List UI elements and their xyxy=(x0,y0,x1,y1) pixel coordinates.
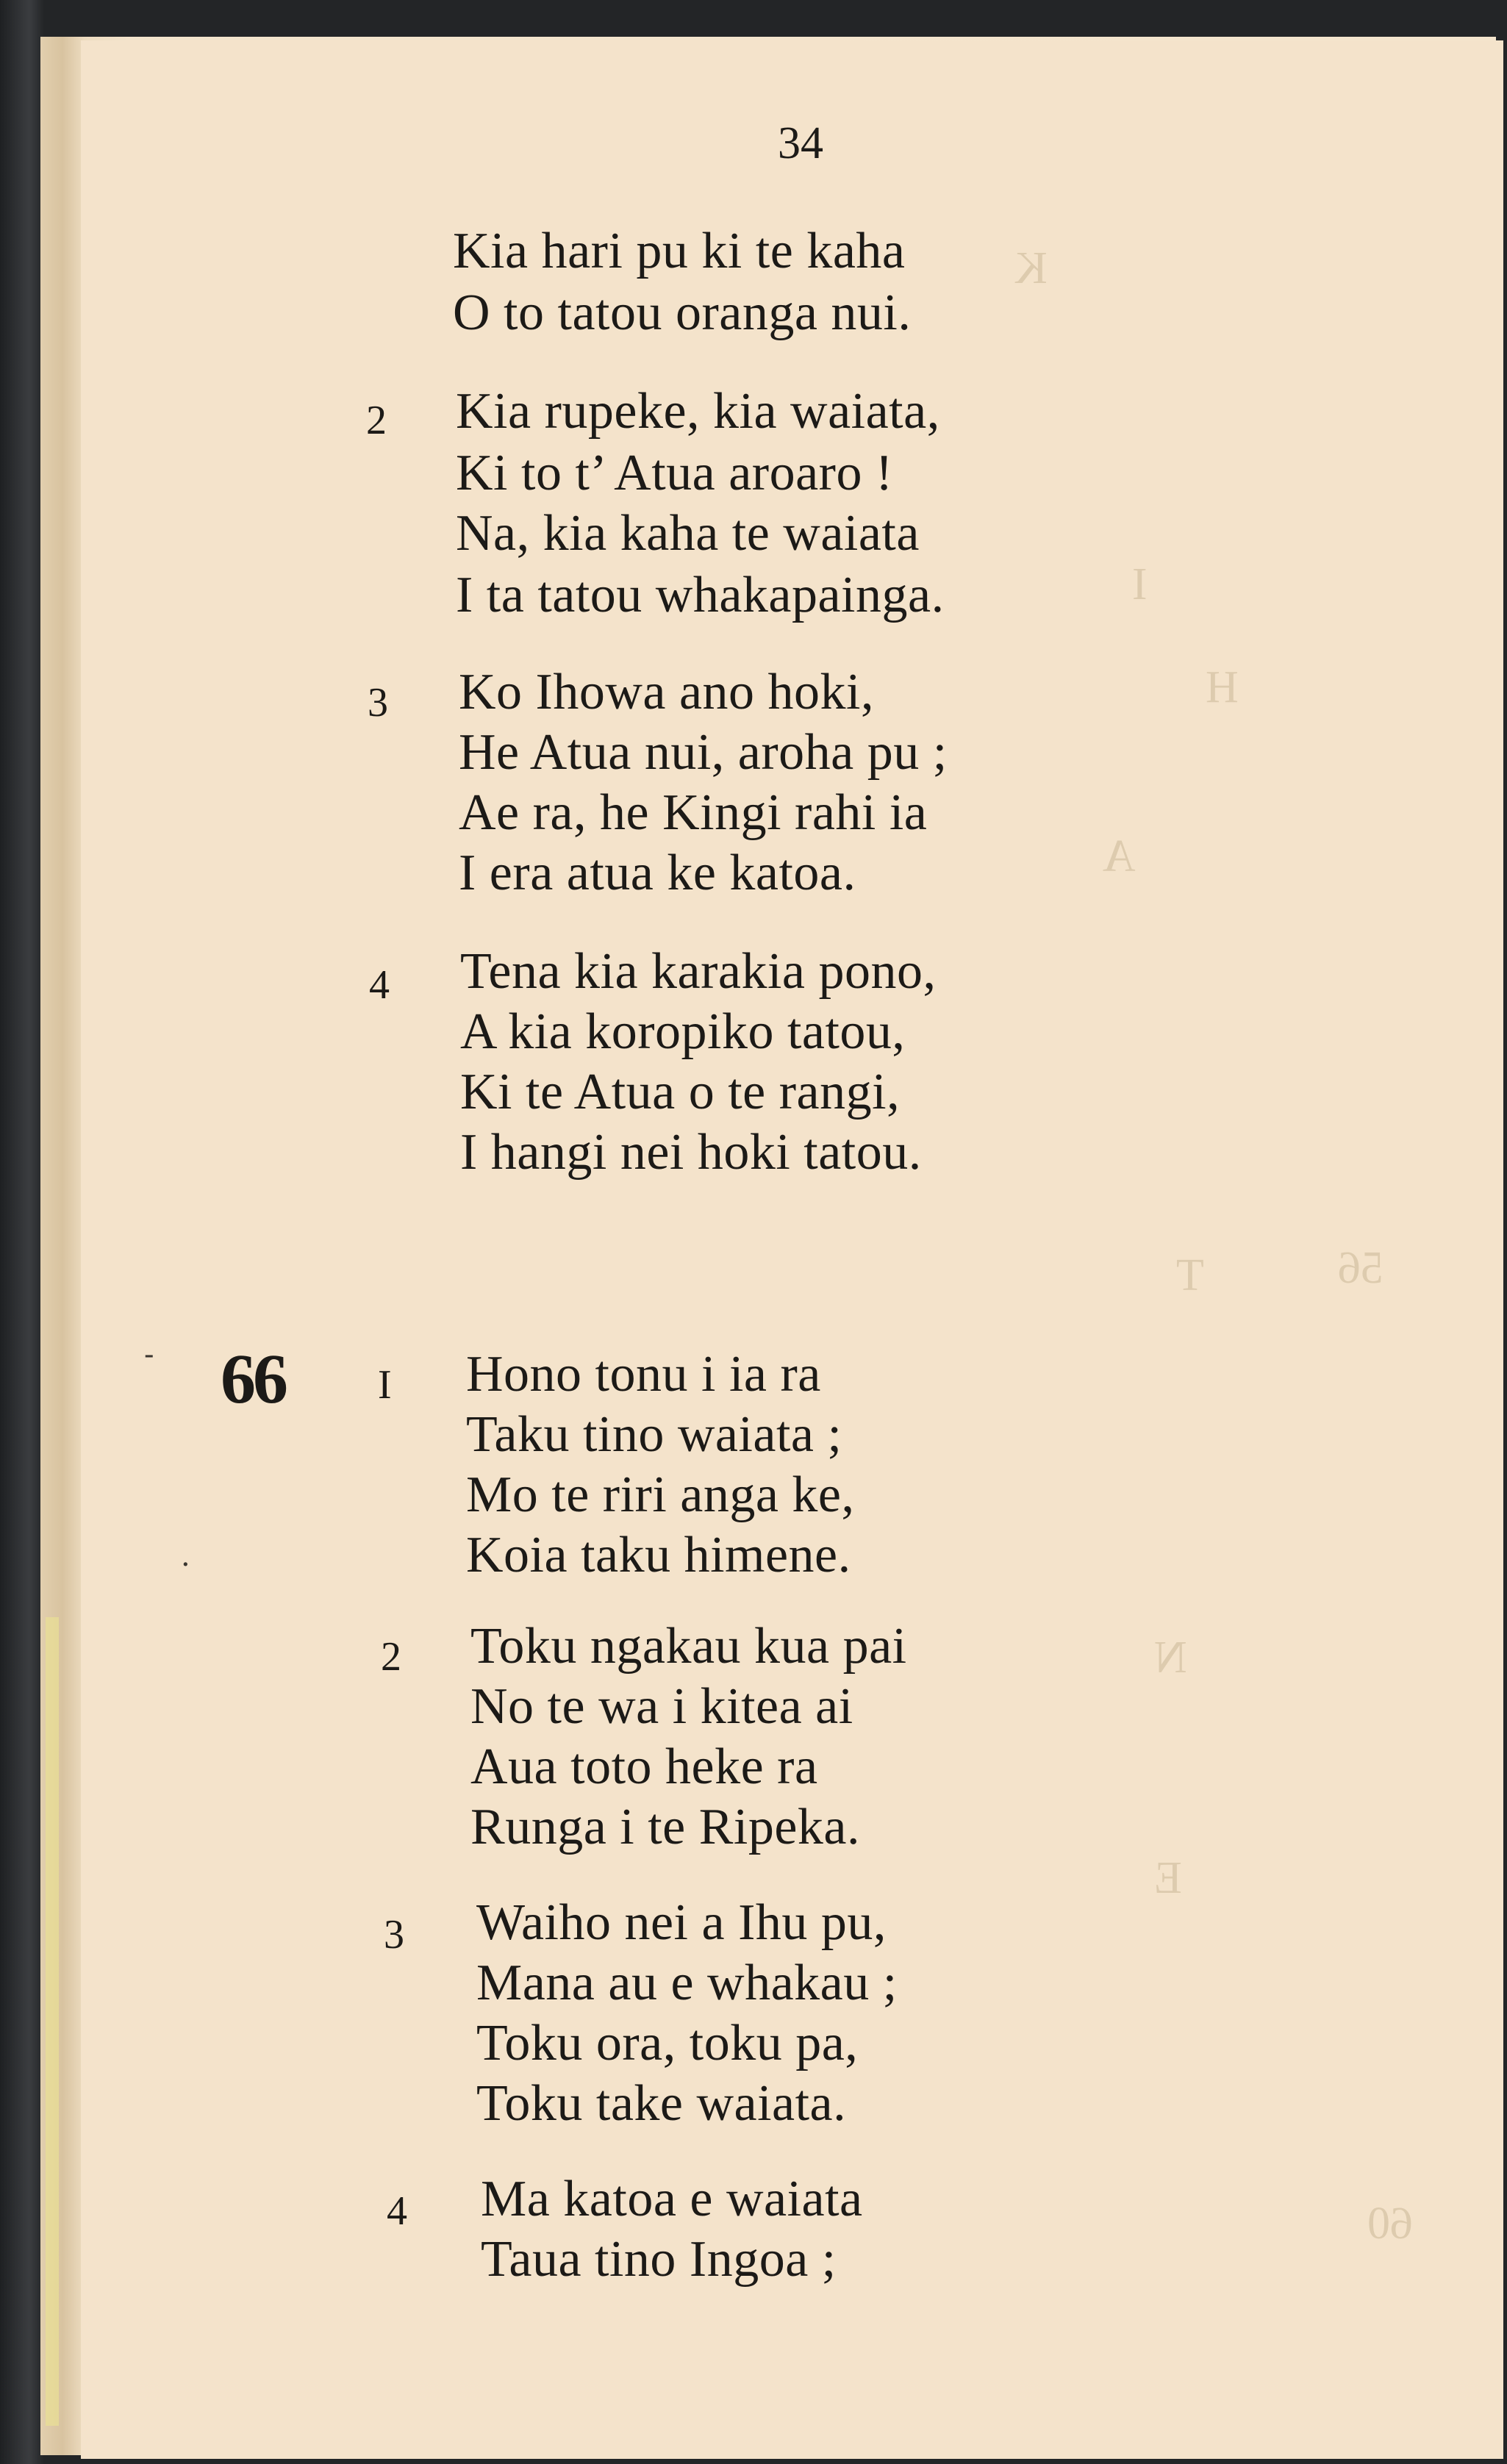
verse-line: No te wa i kitea ai xyxy=(470,1678,853,1735)
verse-line: Ko Ihowa ano hoki, xyxy=(459,664,875,720)
verse-line: I ta tatou whakapainga. xyxy=(456,567,945,623)
verse-line: Ki te Atua o te rangi, xyxy=(460,1064,901,1120)
verse-line: Taku tino waiata ; xyxy=(466,1406,842,1463)
verse-line: Ma katoa e waiata xyxy=(481,2171,863,2227)
verse-line: Tena kia karakia pono, xyxy=(460,943,937,1000)
verse-line: Aua toto heke ra xyxy=(470,1738,818,1795)
stanza-number: 3 xyxy=(368,680,388,726)
verse-line: I hangi nei hoki tatou. xyxy=(460,1124,922,1181)
stanza-number: 4 xyxy=(369,962,390,1008)
verse-line: Toku take waiata. xyxy=(476,2075,847,2132)
margin-dot: · xyxy=(181,1548,190,1582)
verse-line: Hono tonu i ia ra xyxy=(466,1346,821,1403)
stanza-number: 4 xyxy=(387,2188,407,2234)
page-gilt-edge xyxy=(46,1617,59,2426)
stanza-number: 2 xyxy=(381,1634,401,1680)
stanza-number: 2 xyxy=(366,398,387,443)
page-number: 34 xyxy=(778,118,823,168)
stanza-number: 3 xyxy=(384,1912,404,1958)
verse-line: Toku ngakau kua pai xyxy=(470,1618,907,1675)
verse-line: Koia taku himene. xyxy=(466,1527,851,1583)
stanza-number: I xyxy=(378,1362,392,1408)
verse-line: Kia hari pu ki te kaha xyxy=(453,223,906,279)
margin-dot: - xyxy=(144,1338,154,1372)
verse-line: Kia rupeke, kia waiata, xyxy=(456,383,940,440)
hymn-number: 66 xyxy=(221,1339,285,1418)
verse-line: Na, kia kaha te waiata xyxy=(456,505,920,562)
verse-line: Ki to t’ Atua aroaro ! xyxy=(456,445,893,501)
verse-line: O to tatou oranga nui. xyxy=(453,284,912,341)
verse-line: He Atua nui, aroha pu ; xyxy=(459,724,948,781)
verse-line: Taua tino Ingoa ; xyxy=(481,2231,837,2288)
verse-line: A kia koropiko tatou, xyxy=(460,1003,906,1060)
verse-line: I era atua ke katoa. xyxy=(459,845,856,901)
verse-line: Ae ra, he Kingi rahi ia xyxy=(459,784,928,841)
verse-line: Mana au e whakau ; xyxy=(476,1955,898,2011)
verse-line: Runga i te Ripeka. xyxy=(470,1799,861,1855)
verse-line: Waiho nei a Ihu pu, xyxy=(476,1894,887,1951)
verse-line: Toku ora, toku pa, xyxy=(476,2015,859,2071)
verse-line: Mo te riri anga ke, xyxy=(466,1466,855,1523)
